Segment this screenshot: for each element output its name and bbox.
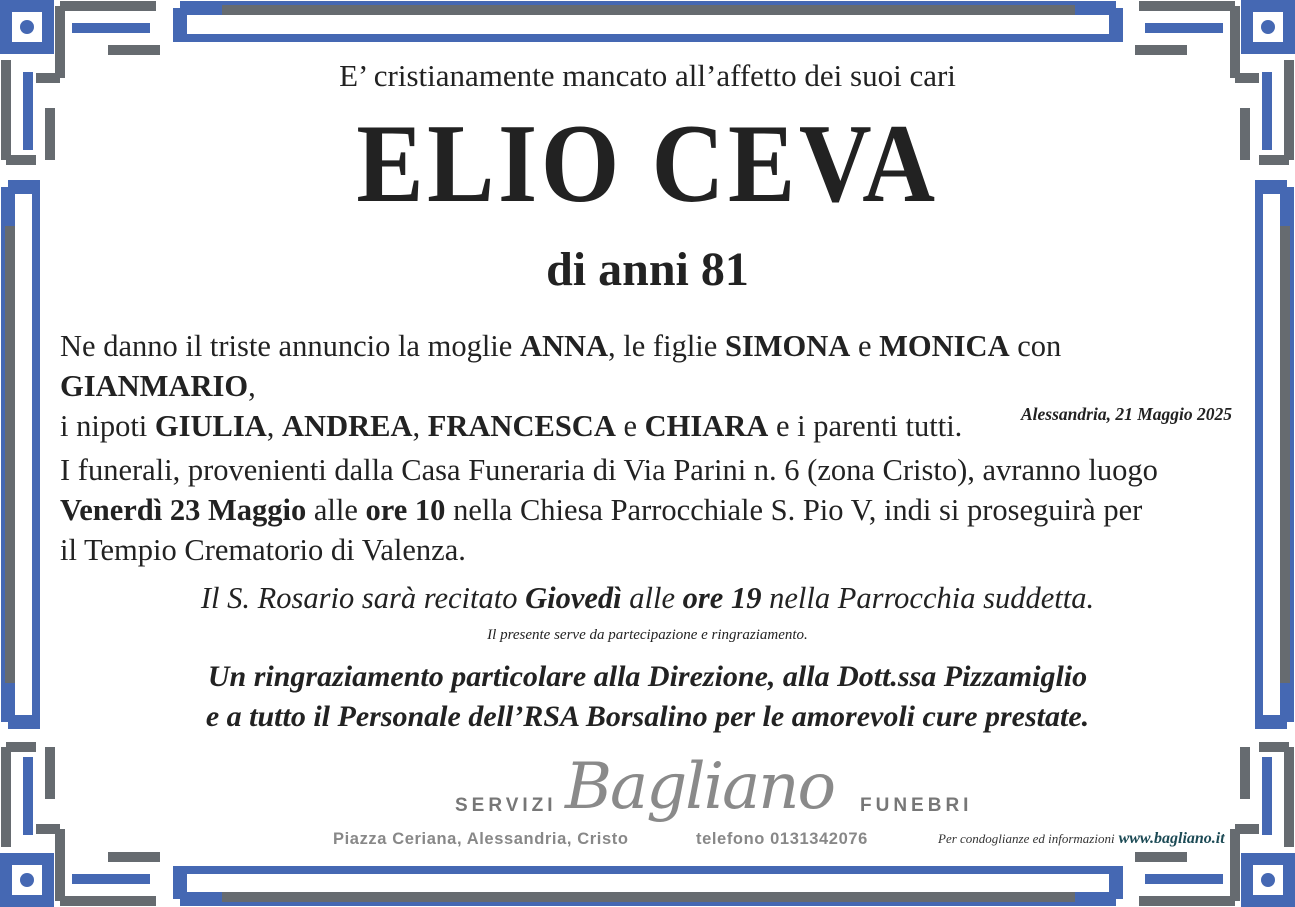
deceased-age: di anni 81 [546, 243, 749, 296]
rosary-notice: Il S. Rosario sarà recitato Giovedì alle ore 19 nella Parrocchia suddetta. [200, 581, 1095, 615]
intro-line: E’ cristianamente mancato all’affetto dei suoi cari [339, 58, 956, 93]
deceased-name: ELIO CEVA [356, 102, 939, 226]
logo-servizi: SERVIZI [455, 795, 557, 816]
logo-funebri: FUNEBRI [860, 795, 973, 816]
condolences-label: Per condoglianze ed informazioni [938, 831, 1115, 846]
family-announcement: Ne danno il triste annuncio la moglie ANNA, le figlie SIMONA e MONICA con GIANMARIO, i nipoti GIULIA, ANDREA, FRANCESCA e CHIARA e i parenti tutti. [60, 329, 1062, 443]
place-date: Alessandria, 21 Maggio 2025 [1021, 404, 1232, 424]
thanks-line-1: Un ringraziamento particolare alla Direzione, alla Dott.ssa Pizzamiglio [207, 660, 1088, 693]
funeral-home-address: Piazza Ceriana, Alessandria, Cristo [333, 830, 629, 848]
thanks-message [0, 657, 1295, 737]
participation-note: Il presente serve da partecipazione e ringraziamento. [487, 627, 808, 643]
funeral-details: I funerali, provenienti dalla Casa Funeraria di Via Parini n. 6 (zona Cristo), avranno luogo Venerdì 23 Maggio alle ore 10 nella Chiesa Parrocchiale S. Pio V, indi si proseguirà per il Tempio Crematorio di Valenza. [60, 453, 1158, 567]
logo-brand: Bagliano [565, 750, 834, 824]
condolences-info [938, 830, 1225, 848]
thanks-line-2: e a tutto il Personale dell’RSA Borsalino per le amorevoli cure prestate. [205, 700, 1090, 733]
funeral-home-phone: telefono 0131342076 [696, 830, 868, 848]
website-link[interactable]: www.bagliano.it [1118, 830, 1225, 847]
funeral-home-logo [440, 752, 980, 832]
